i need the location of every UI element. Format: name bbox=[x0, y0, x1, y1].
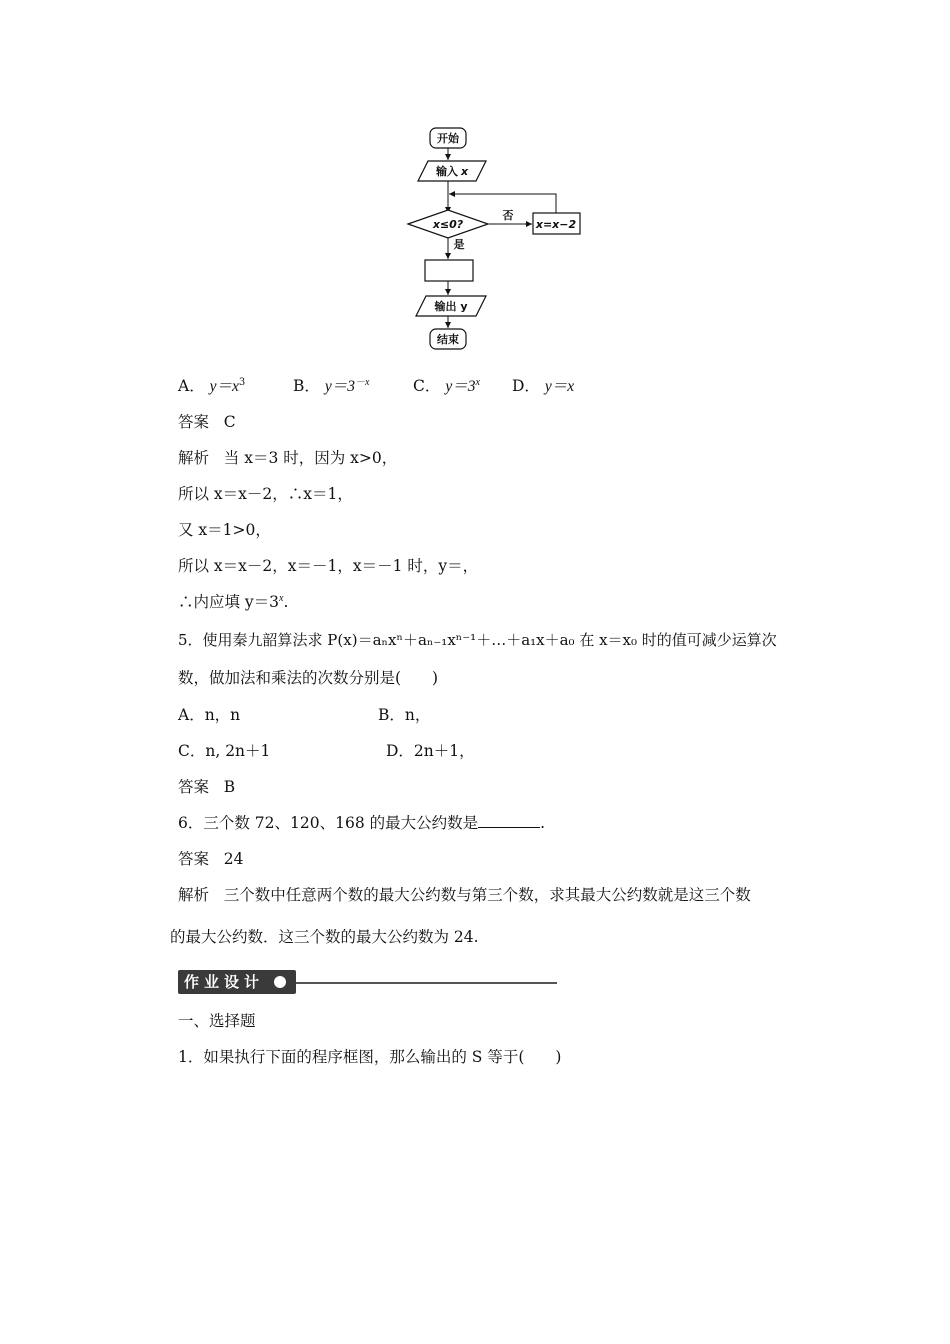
section-divider bbox=[296, 982, 557, 984]
flow-yes-label: 是 bbox=[453, 238, 465, 251]
q6-answer-blank bbox=[478, 813, 540, 828]
q6-analysis-line2: 的最大公约数．这三个数的最大公约数为 24. bbox=[170, 928, 479, 946]
flow-empty-box bbox=[425, 260, 473, 281]
q4-analysis-line4: 所以 x＝x－2，x＝－1，x＝－1 时，y＝， bbox=[178, 557, 479, 575]
part-title: 一、选择题 bbox=[178, 1012, 256, 1030]
q5-stem-line1: 5．使用秦九韶算法求 P(x)＝aₙxⁿ＋aₙ₋₁xⁿ⁻¹＋…＋a₁x＋a₀ 在 x＝x₀ 时的值可减少运算次 bbox=[178, 631, 777, 649]
flow-input-text: 输入 bbox=[435, 165, 458, 178]
q4-analysis-line1: 解析 当 x＝3 时，因为 x>0， bbox=[178, 449, 398, 467]
q4-option-b: B． $y=3^{-x}$ bbox=[293, 376, 370, 395]
section-dot-icon bbox=[274, 976, 286, 988]
q6-analysis-line1: 解析 三个数中任意两个数的最大公约数与第三个数，求其最大公约数就是这三个数 bbox=[178, 886, 751, 904]
q5-answer: 答案 B bbox=[178, 778, 236, 796]
q4-conclusion: ∴内应填 $y=3^x$. bbox=[178, 592, 289, 611]
flow-no-label: 否 bbox=[502, 209, 514, 222]
homework-section-header bbox=[178, 970, 557, 996]
q5-option-b: B．n， bbox=[378, 706, 431, 724]
q4-analysis-line3: 又 x＝1>0， bbox=[178, 521, 271, 539]
q5-option-c: C．n, 2n＋1 bbox=[178, 742, 271, 760]
flow-end-text: 结束 bbox=[437, 333, 459, 346]
flow-condition-text: x≤0? bbox=[432, 218, 464, 231]
q5-option-a: A．n，n bbox=[178, 706, 241, 724]
section-title: 作业设计 bbox=[178, 970, 296, 994]
flow-start-text: 开始 bbox=[437, 132, 459, 145]
q5-option-d: D．2n＋1， bbox=[386, 742, 475, 760]
q5-stem-line2: 数，做加法和乘法的次数分别是( ) bbox=[178, 669, 439, 687]
homework-q1-stem: 1．如果执行下面的程序框图，那么输出的 S 等于( ) bbox=[178, 1048, 562, 1066]
flow-output-text: 输出 y bbox=[434, 300, 468, 313]
q4-option-c: C． $y=3^x$ bbox=[413, 376, 480, 395]
q4-option-d: D． y＝x bbox=[512, 377, 575, 395]
q6-answer: 答案 24 bbox=[178, 850, 244, 868]
q4-analysis-line2: 所以 x＝x－2，∴x＝1， bbox=[178, 485, 353, 503]
flow-update-text: x=x−2 bbox=[535, 218, 577, 231]
flow-input-var: x bbox=[460, 165, 469, 178]
q6-stem: 6．三个数 72、120、168 的最大公约数是 . bbox=[178, 814, 546, 832]
q4-answer: 答案 C bbox=[178, 413, 236, 431]
svg-text:输入x bbox=[435, 164, 469, 178]
flowchart bbox=[400, 120, 600, 360]
q4-option-a: A． $y=x^3$ bbox=[178, 376, 246, 395]
